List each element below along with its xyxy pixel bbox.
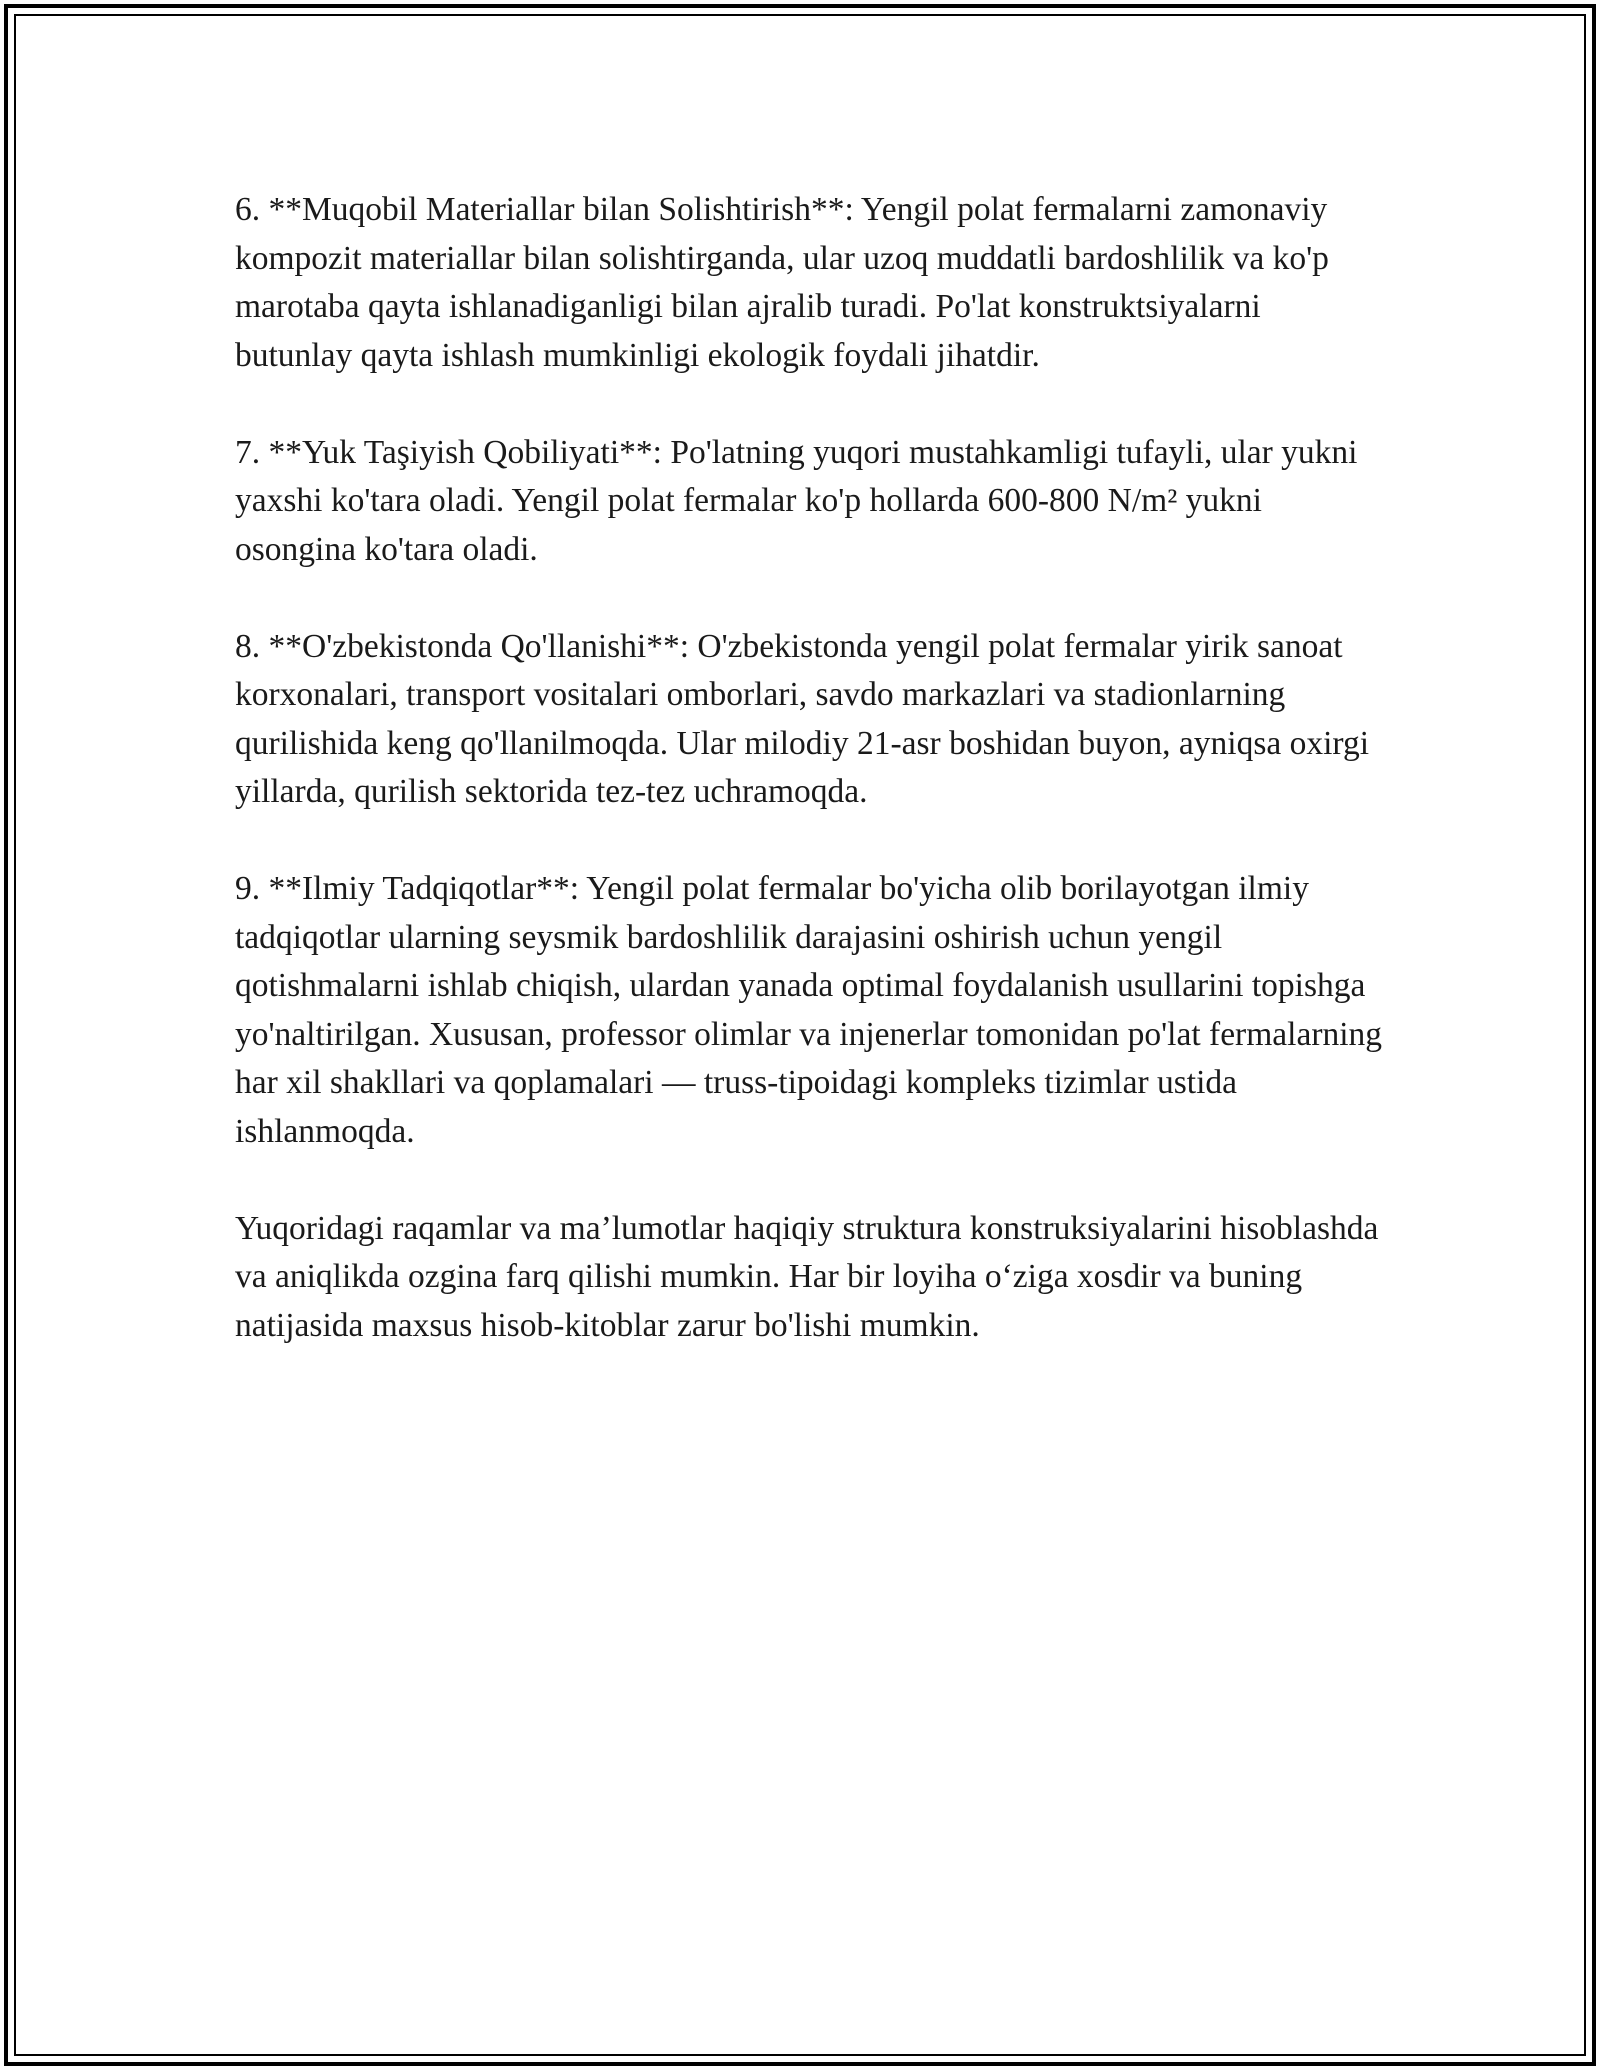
paragraph-conclusion: Yuqoridagi raqamlar va ma’lumotlar haqiqiy struktura konstruksiyalarini hisoblashda va aniqlikda ozgina farq qilishi mumkin. Har bir loyiha o‘ziga xosdir va buning natijasida maxsus hisob-kitoblar zarur bo'lishi mumkin. [235,1209,1379,1344]
paragraph-uzbekistan-usage: 8. **O'zbekistonda Qo'llanishi**: O'zbekistonda yengil polat fermalar yirik sanoat korxonalari, transport vositalari omborlari, savdo markazlari va stadionlarning qurilishida keng qo'llanilmoqda. Ular milodiy 21-asr boshidan buyon, ayniqsa oxirgi yillarda, qurilish sektorida tez-tez uchramoqda. [235,627,1370,810]
document-body [235,186,1385,1399]
paragraph-alternative-materials: 6. **Muqobil Materiallar bilan Solishtirish**: Yengil polat fermalarni zamonaviy kompozit materiallar bilan solishtirganda, ular uzoq muddatli bardoshlilik va ko'p marotaba qayta ishlanadiganligi bilan ajralib turadi. Po'lat konstruktsiyalarni butunlay qayta ishlash mumkinligi ekologik foydali jihatdir. [235,191,1329,374]
paragraph-load-capacity: 7. **Yuk Taşiyish Qobiliyati**: Po'latning yuqori mustahkamligi tufayli, ular yukni yaxshi ko'tara oladi. Yengil polat fermalar ko'p hollarda 600-800 N/m² yukni osongina ko'tara oladi. [235,433,1358,568]
paragraph-scientific-research: 9. **Ilmiy Tadqiqotlar**: Yengil polat fermalar bo'yicha olib borilayotgan ilmiy tadqiqotlar ularning seysmik bardoshlilik darajasini oshirish uchun yengil qotishmalarni ishlab chiqish, ulardan yanada optimal foydalanish usullarini topishga yo'naltirilgan. Xususan, professor olimlar va injenerlar tomonidan po'lat fermalarning har xil shakllari va qoplamalari — truss-tipoidagi kompleks tizimlar ustida ishlanmoqda. [235,870,1383,1150]
